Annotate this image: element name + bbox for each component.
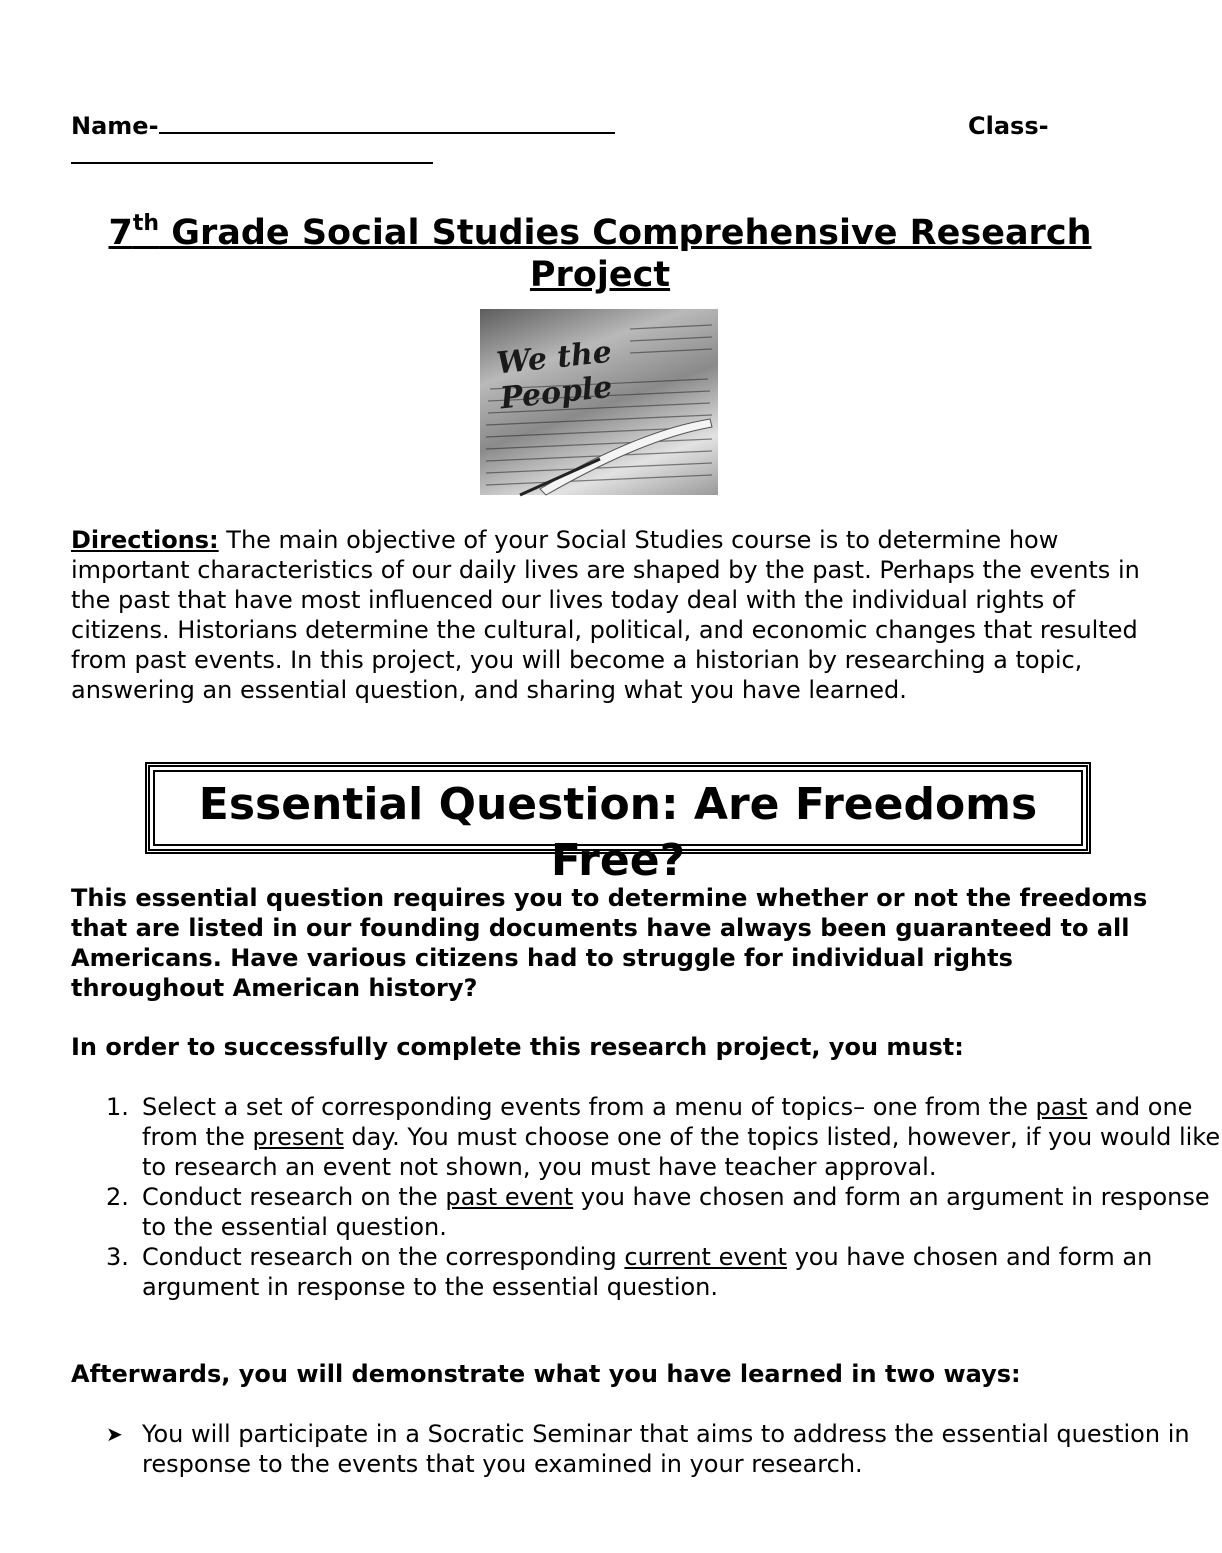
- requirements-list: [71, 1092, 1222, 1302]
- page-title: [100, 212, 1100, 296]
- directions-label: Directions:: [71, 526, 219, 554]
- name-field-row: [71, 112, 615, 140]
- name-label: Name-: [71, 112, 159, 140]
- directions-paragraph: [71, 525, 1166, 705]
- class-blank[interactable]: [71, 146, 433, 164]
- title-text: Grade Social Studies Comprehensive Research Project: [159, 213, 1092, 295]
- question-explanation: This essential question requires you to determine whether or not the freedoms that are listed in our founding documents have always been guaranteed to all Americans. Have various citizens had to struggle for individual rights throughout American history?: [71, 884, 1148, 1002]
- image-caption: We the People: [494, 334, 614, 417]
- list-item: Select a set of corresponding events from a menu of topics– one from the past and one from the present day. You must choose one of the topics listed, however, if you would like to research an event not shown, you must have teacher approval.: [142, 1093, 1221, 1181]
- demonstration-heading: Afterwards, you will demonstrate what you have learned in two ways:: [71, 1360, 1021, 1388]
- demonstration-list: [71, 1419, 1222, 1479]
- list-item: Conduct research on the corresponding current event you have chosen and form an argument in response to the essential question.: [142, 1243, 1153, 1301]
- class-label: Class-: [968, 112, 1049, 140]
- title-grade-suffix: th: [132, 211, 160, 236]
- requirements-heading: In order to successfully complete this research project, you must:: [71, 1033, 964, 1061]
- constitution-image: [480, 309, 718, 495]
- class-field-row: [968, 112, 1049, 140]
- name-blank[interactable]: [159, 114, 615, 134]
- list-item: Conduct research on the past event you have chosen and form an argument in response to the essential question.: [142, 1183, 1210, 1241]
- list-item: ➤ You will participate in a Socratic Seminar that aims to address the essential question in response to the events that you examined in your research.: [106, 1420, 1190, 1478]
- title-grade-number: 7: [108, 213, 133, 253]
- essential-question-text: Essential Question: Are Freedoms Free?: [198, 779, 1038, 886]
- arrow-bullet-icon: ➤: [106, 1422, 123, 1446]
- directions-text: The main objective of your Social Studies course is to determine how important characteristics of our daily lives are shaped by the past. Perhaps the events in the past that have most influenced our lives today deal with the individual rights of citizens. Historians determine the cultural, political, and economic changes that resulted from past events. In this project, you will become a historian by researching a topic, answering an essential question, and sharing what you have learned.: [71, 526, 1140, 704]
- essential-question-box: [145, 762, 1091, 886]
